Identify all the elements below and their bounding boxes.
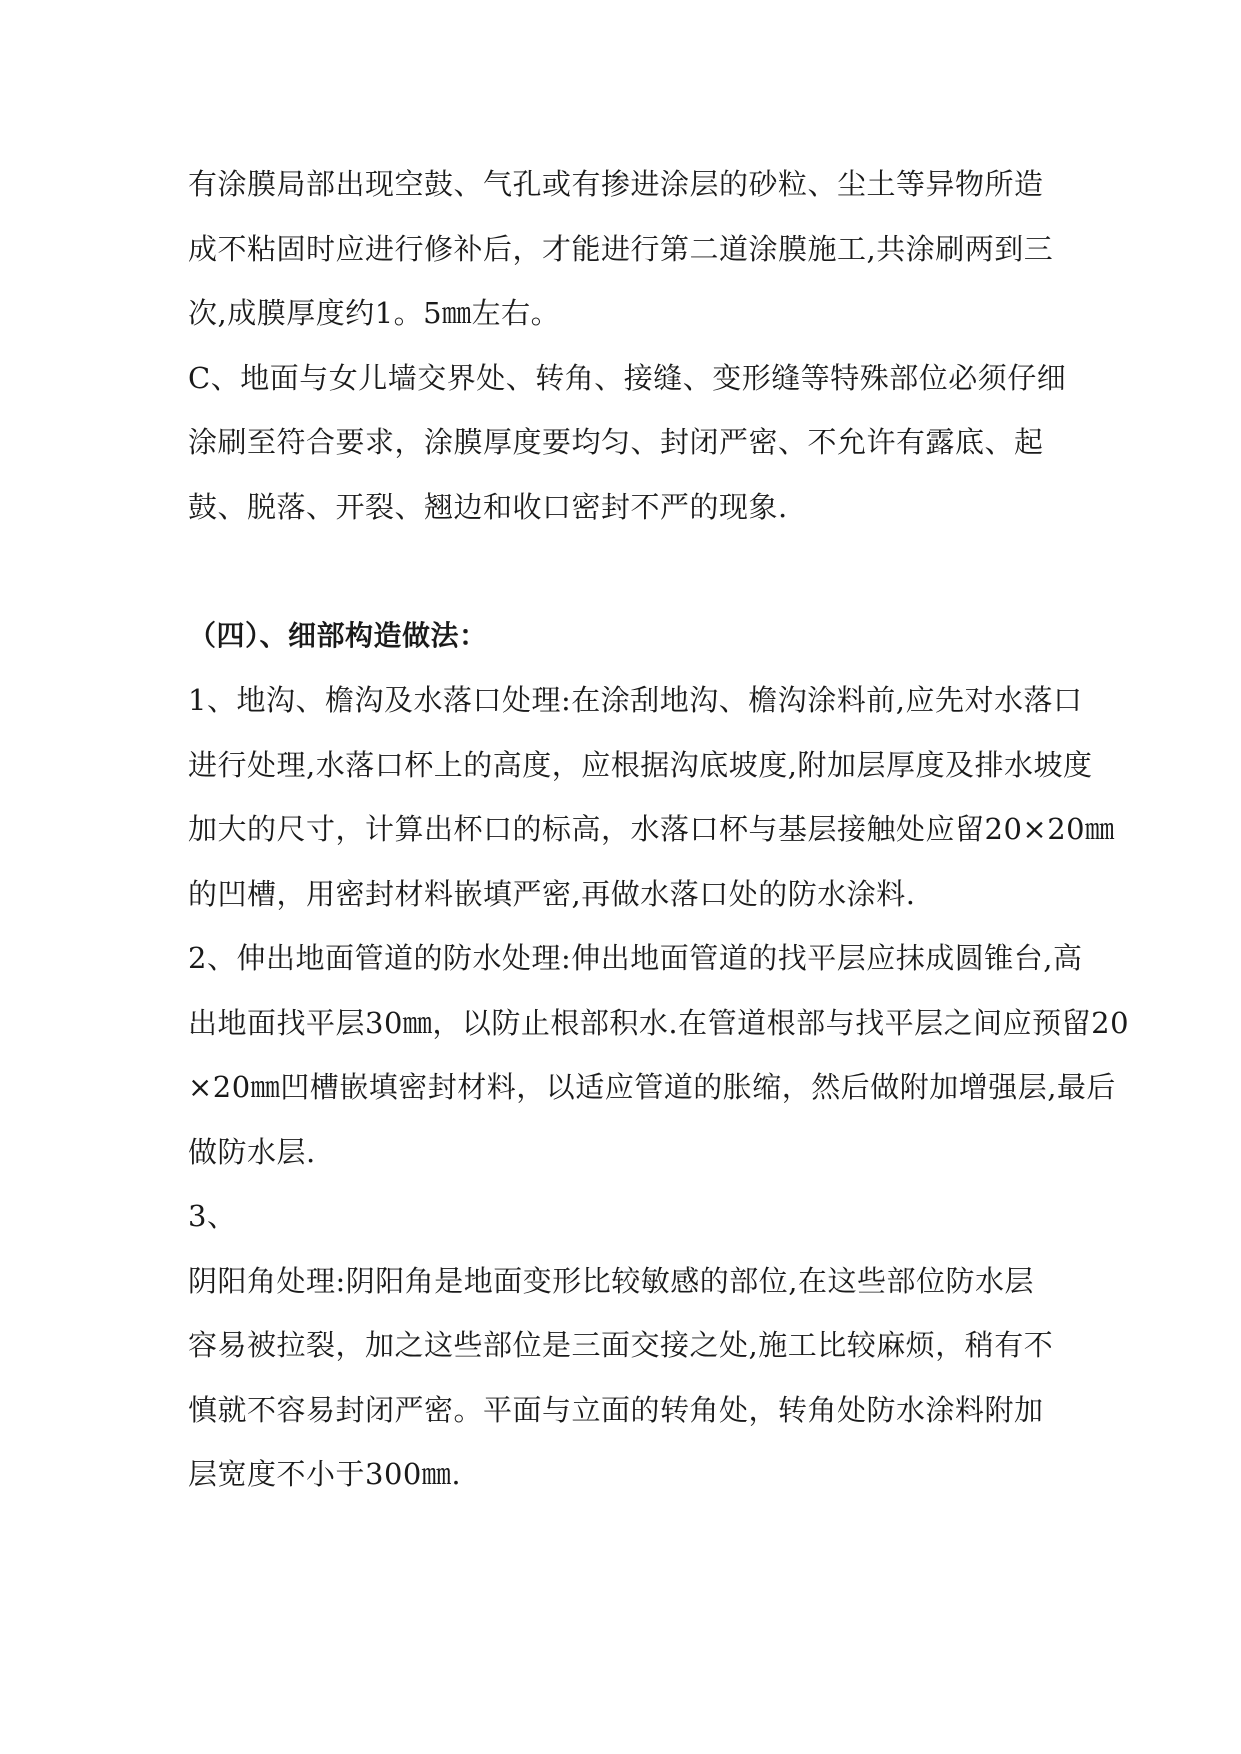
text-line: 涂刷至符合要求，涂膜厚度要均匀、封闭严密、不允许有露底、起 (188, 425, 1044, 459)
text-line: 1、地沟、檐沟及水落口处理:在涂刮地沟、檐沟涂料前,应先对水落口 (188, 683, 1083, 717)
text-line: C、地面与女儿墙交界处、转角、接缝、变形缝等特殊部位必须仔细 (188, 360, 1067, 395)
paragraph-gap (188, 539, 1068, 604)
text-line: 有涂膜局部出现空鼓、气孔或有掺进涂层的砂粒、尘土等异物所造 (188, 167, 1044, 201)
text-line: 鼓、脱落、开裂、翘边和收口密封不严的现象. (188, 489, 788, 524)
text-line: ×20㎜凹槽嵌填密封材料，以适应管道的胀缩，然后做附加增强层,最后 (188, 1070, 1116, 1104)
text-line: 次,成膜厚度约1。5㎜左右。 (188, 296, 561, 330)
text-line: 的凹槽，用密封材料嵌填严密,再做水落口处的防水涂料. (188, 876, 916, 911)
text-line: 慎就不容易封闭严密。平面与立面的转角处，转角处防水涂料附加 (188, 1392, 1044, 1427)
text-line: 层宽度不小于300㎜. (188, 1457, 462, 1491)
text-line: 2、伸出地面管道的防水处理:伸出地面管道的找平层应抹成圆锥台,高 (188, 941, 1083, 975)
text-line: 阴阳角处理:阴阳角是地面变形比较敏感的部位,在这些部位防水层 (188, 1263, 1034, 1298)
text-line: 加大的尺寸，计算出杯口的标高，水落口杯与基层接触处应留20×20㎜ (188, 812, 1115, 846)
text-line: 3、 (188, 1199, 237, 1233)
text-line: 进行处理,水落口杯上的高度，应根据沟底坡度,附加层厚度及排水坡度 (188, 747, 1093, 782)
text-line: 出地面找平层30㎜，以防止根部积水.在管道根部与找平层之间应预留20 (188, 1005, 1130, 1040)
text-line: 容易被拉裂，加之这些部位是三面交接之处,施工比较麻烦，稍有不 (188, 1328, 1054, 1362)
text-line: 成不粘固时应进行修补后，才能进行第二道涂膜施工,共涂刷两到三 (188, 231, 1054, 266)
section-heading: （四）、细部构造做法： (188, 618, 488, 652)
text-line: 做防水层. (188, 1134, 316, 1169)
document-body (188, 152, 1130, 1507)
